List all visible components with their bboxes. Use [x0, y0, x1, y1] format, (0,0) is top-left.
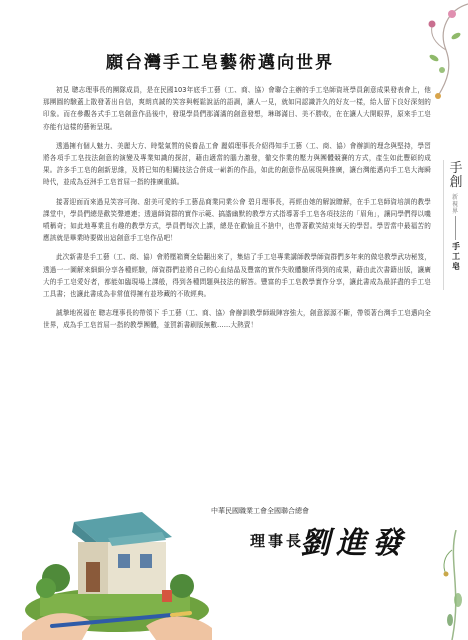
side-chapter-tab	[443, 160, 468, 290]
soap-house-photo	[22, 482, 212, 640]
paragraph: 接著迎面而來過見笑容可掬、甜美可愛的手工藝品商業同業公會 碧月理事長，再經由她的解說瞭解，在手工皂師資培訓的教學課堂中，學員們總是歡笑聲連連；透過師資群的實作示範、搞諧幽默的教學方式指導著手工皂各項技法的「眉角」，讓同學們得以嘰噴稱奇；如此地專業且有趣的教學方式，學員們每次上課，總是在歡愉且不捨中，也帶著歡笑結束每天的學習。學習當中最福苦的應該就是畢業時要做出這創意手工皂作品吧！	[43, 197, 431, 243]
side-tab-brand: 手創	[449, 161, 463, 190]
paragraph: 誠摯地祝福在 聰志理事長的帶領下 手工藝（工、商、協）會辦訓教學師級陣容強大，創意源源不斷，帶領著台灣手工皂邁向全世界，成為手工皂首屈一指的教學團體，並賀新書刷版無數……大熱賣！	[43, 309, 431, 330]
signature-name: 劉進發	[300, 526, 408, 561]
body-text	[43, 84, 431, 339]
paragraph: 此次新書是手工藝（工、商、協）會將壓箱寶全給翻出來了，集結了手工皂專業講師教學師資群們多年來的做皂教學武功秘笈，透過一一圖解來細細分享各種經驗，師資群們並將自己的心血結晶及豐富的實作失敗體驗所得到的成果，藉由此次書籍出版，讓廣大的手工皂愛好者，都能如臨現場上課般，得到各種問題與技法的解答。豐富的手工皂教學實作分享，讓此書成為最詳盡的手工皂工具書；也讓此書成為非常值得擁有並珍藏的不敗經典。	[43, 253, 431, 299]
signature-title: 理事長	[250, 532, 305, 550]
paragraph: 初見 聰志理事長的團隊成員，是在民國103年底手工藝（工、商、協）會聯合主辦的手工皂師資班學員創意成果發表會上，他那團圓的驗蓋上散發著出自信，爽朗真誠的笑容與輕鬆說話的語調，讓人一見，就如同認識許久的好友一樣，給人留下良好深刻的印象。而在參觀各式手工皂創意作品後中，發現學員們那滿滿的創意發想，琳瑯滿目、美不勝收，在在讓人大開眼界，原來手工皂亦能有這樣的藝術呈現。	[43, 86, 431, 131]
signature-organization: 中華民國職業工會全國聯合總會	[211, 507, 309, 515]
side-tab-label: 手工皂	[452, 242, 460, 271]
side-tab-divider	[455, 216, 456, 240]
page-title: 願台灣手工皂藝術邁向世界	[106, 53, 334, 73]
vine-decoration-bottom-icon	[438, 530, 468, 640]
paragraph: 透過擁有個人魅力、美麗大方、時髦氣質的侯養品工會 麗娟理事長介紹得知手工藝（工、商、協）會辦訓的理念與堅持，學習將各項手工皂技法創意的演變及專業知識的探討，藉由適當的腦力激發，徹交作業的壓力與團體競賽的方式，產生如此豐碩的成果。許多手工皂的創新思維，及將已知的相關技法合併成一嶄新的作品，如此的創意作品展現與推廣，讓台灣能邁向手工皂大海瞬時代，並成為亞洲手工皂首屈一指的推廣重鎮。	[43, 141, 431, 187]
side-tab-subtitle: 新視界	[451, 194, 458, 215]
